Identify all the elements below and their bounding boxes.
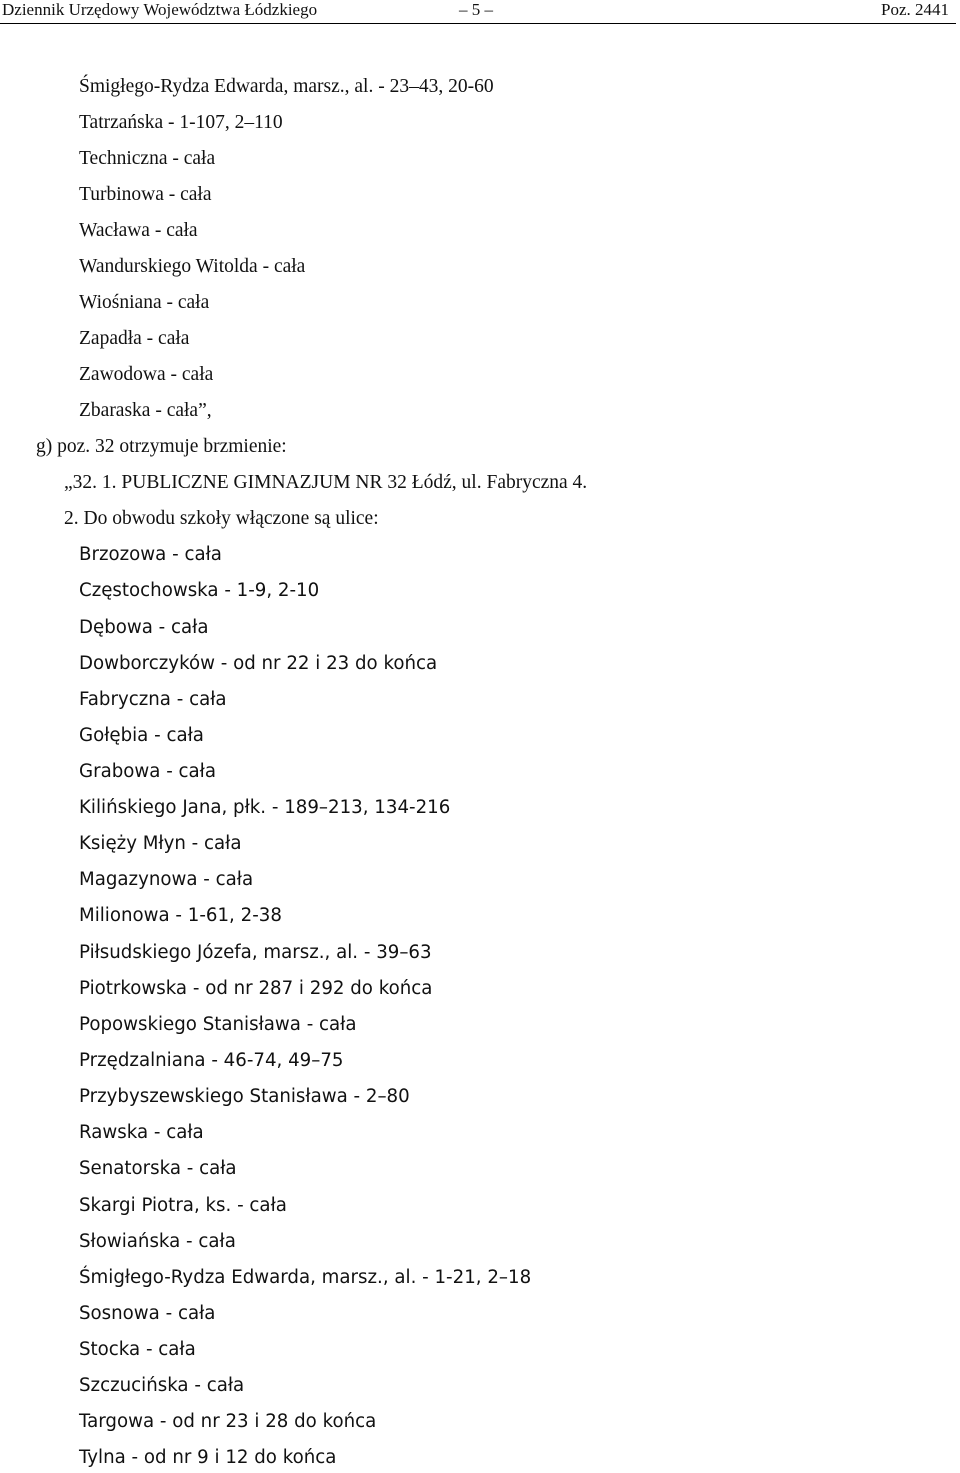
- street-line: Śmigłego-Rydza Edwarda, marsz., al. - 23–43, 20-60: [79, 76, 494, 97]
- street-line: Senatorska - cała: [79, 1158, 237, 1179]
- street-line: Tylna - od nr 9 i 12 do końca: [79, 1447, 337, 1468]
- street-line: Częstochowska - 1-9, 2-10: [79, 580, 320, 601]
- street-line: Skargi Piotra, ks. - cała: [79, 1195, 287, 1216]
- street-line: Wandurskiego Witolda - cała: [79, 256, 306, 277]
- street-line: Stocka - cała: [79, 1339, 196, 1360]
- street-line: Targowa - od nr 23 i 28 do końca: [79, 1411, 377, 1432]
- street-line: Techniczna - cała: [79, 148, 216, 169]
- street-line: Przędzalniana - 46-74, 49–75: [79, 1050, 344, 1071]
- page-header: [0, 0, 956, 24]
- amendment-point: g) poz. 32 otrzymuje brzmienie:: [36, 436, 287, 457]
- street-line: Zbaraska - cała”,: [79, 400, 212, 421]
- street-line: Grabowa - cała: [79, 761, 216, 782]
- street-line: Wacława - cała: [79, 220, 198, 241]
- street-line: Zawodowa - cała: [79, 364, 214, 385]
- street-line: Magazynowa - cała: [79, 869, 254, 890]
- street-line: Piłsudskiego Józefa, marsz., al. - 39–63: [79, 942, 432, 963]
- street-line: Przybyszewskiego Stanisława - 2–80: [79, 1086, 410, 1107]
- street-line: Gołębia - cała: [79, 725, 204, 746]
- street-line: Wiośniana - cała: [79, 292, 210, 313]
- street-line: Zapadła - cała: [79, 328, 190, 349]
- street-line: Brzozowa - cała: [79, 544, 222, 565]
- street-line: Szczucińska - cała: [79, 1375, 245, 1396]
- street-line: Księży Młyn - cała: [79, 833, 242, 854]
- street-line: Sosnowa - cała: [79, 1303, 216, 1324]
- position-number: Poz. 2441: [881, 0, 949, 19]
- page-number: – 5 –: [459, 0, 493, 19]
- street-line: Dowborczyków - od nr 22 i 23 do końca: [79, 653, 438, 674]
- street-line: Fabryczna - cała: [79, 689, 227, 710]
- school-heading: „32. 1. PUBLICZNE GIMNAZJUM NR 32 Łódź, ul. Fabryczna 4.: [64, 472, 588, 493]
- street-line: Słowiańska - cała: [79, 1231, 236, 1252]
- journal-title: Dziennik Urzędowy Województwa Łódzkiego: [2, 0, 318, 19]
- street-line: Popowskiego Stanisława - cała: [79, 1014, 357, 1035]
- street-line: Milionowa - 1-61, 2-38: [79, 905, 282, 926]
- district-intro: 2. Do obwodu szkoły włączone są ulice:: [64, 508, 379, 529]
- street-line: Śmigłego-Rydza Edwarda, marsz., al. - 1-21, 2–18: [79, 1267, 532, 1288]
- street-line: Turbinowa - cała: [79, 184, 212, 205]
- street-line: Kilińskiego Jana, płk. - 189–213, 134-216: [79, 797, 451, 818]
- street-line: Rawska - cała: [79, 1122, 204, 1143]
- street-line: Dębowa - cała: [79, 617, 209, 638]
- street-line: Tatrzańska - 1-107, 2–110: [79, 112, 283, 133]
- street-line: Piotrkowska - od nr 287 i 292 do końca: [79, 978, 433, 999]
